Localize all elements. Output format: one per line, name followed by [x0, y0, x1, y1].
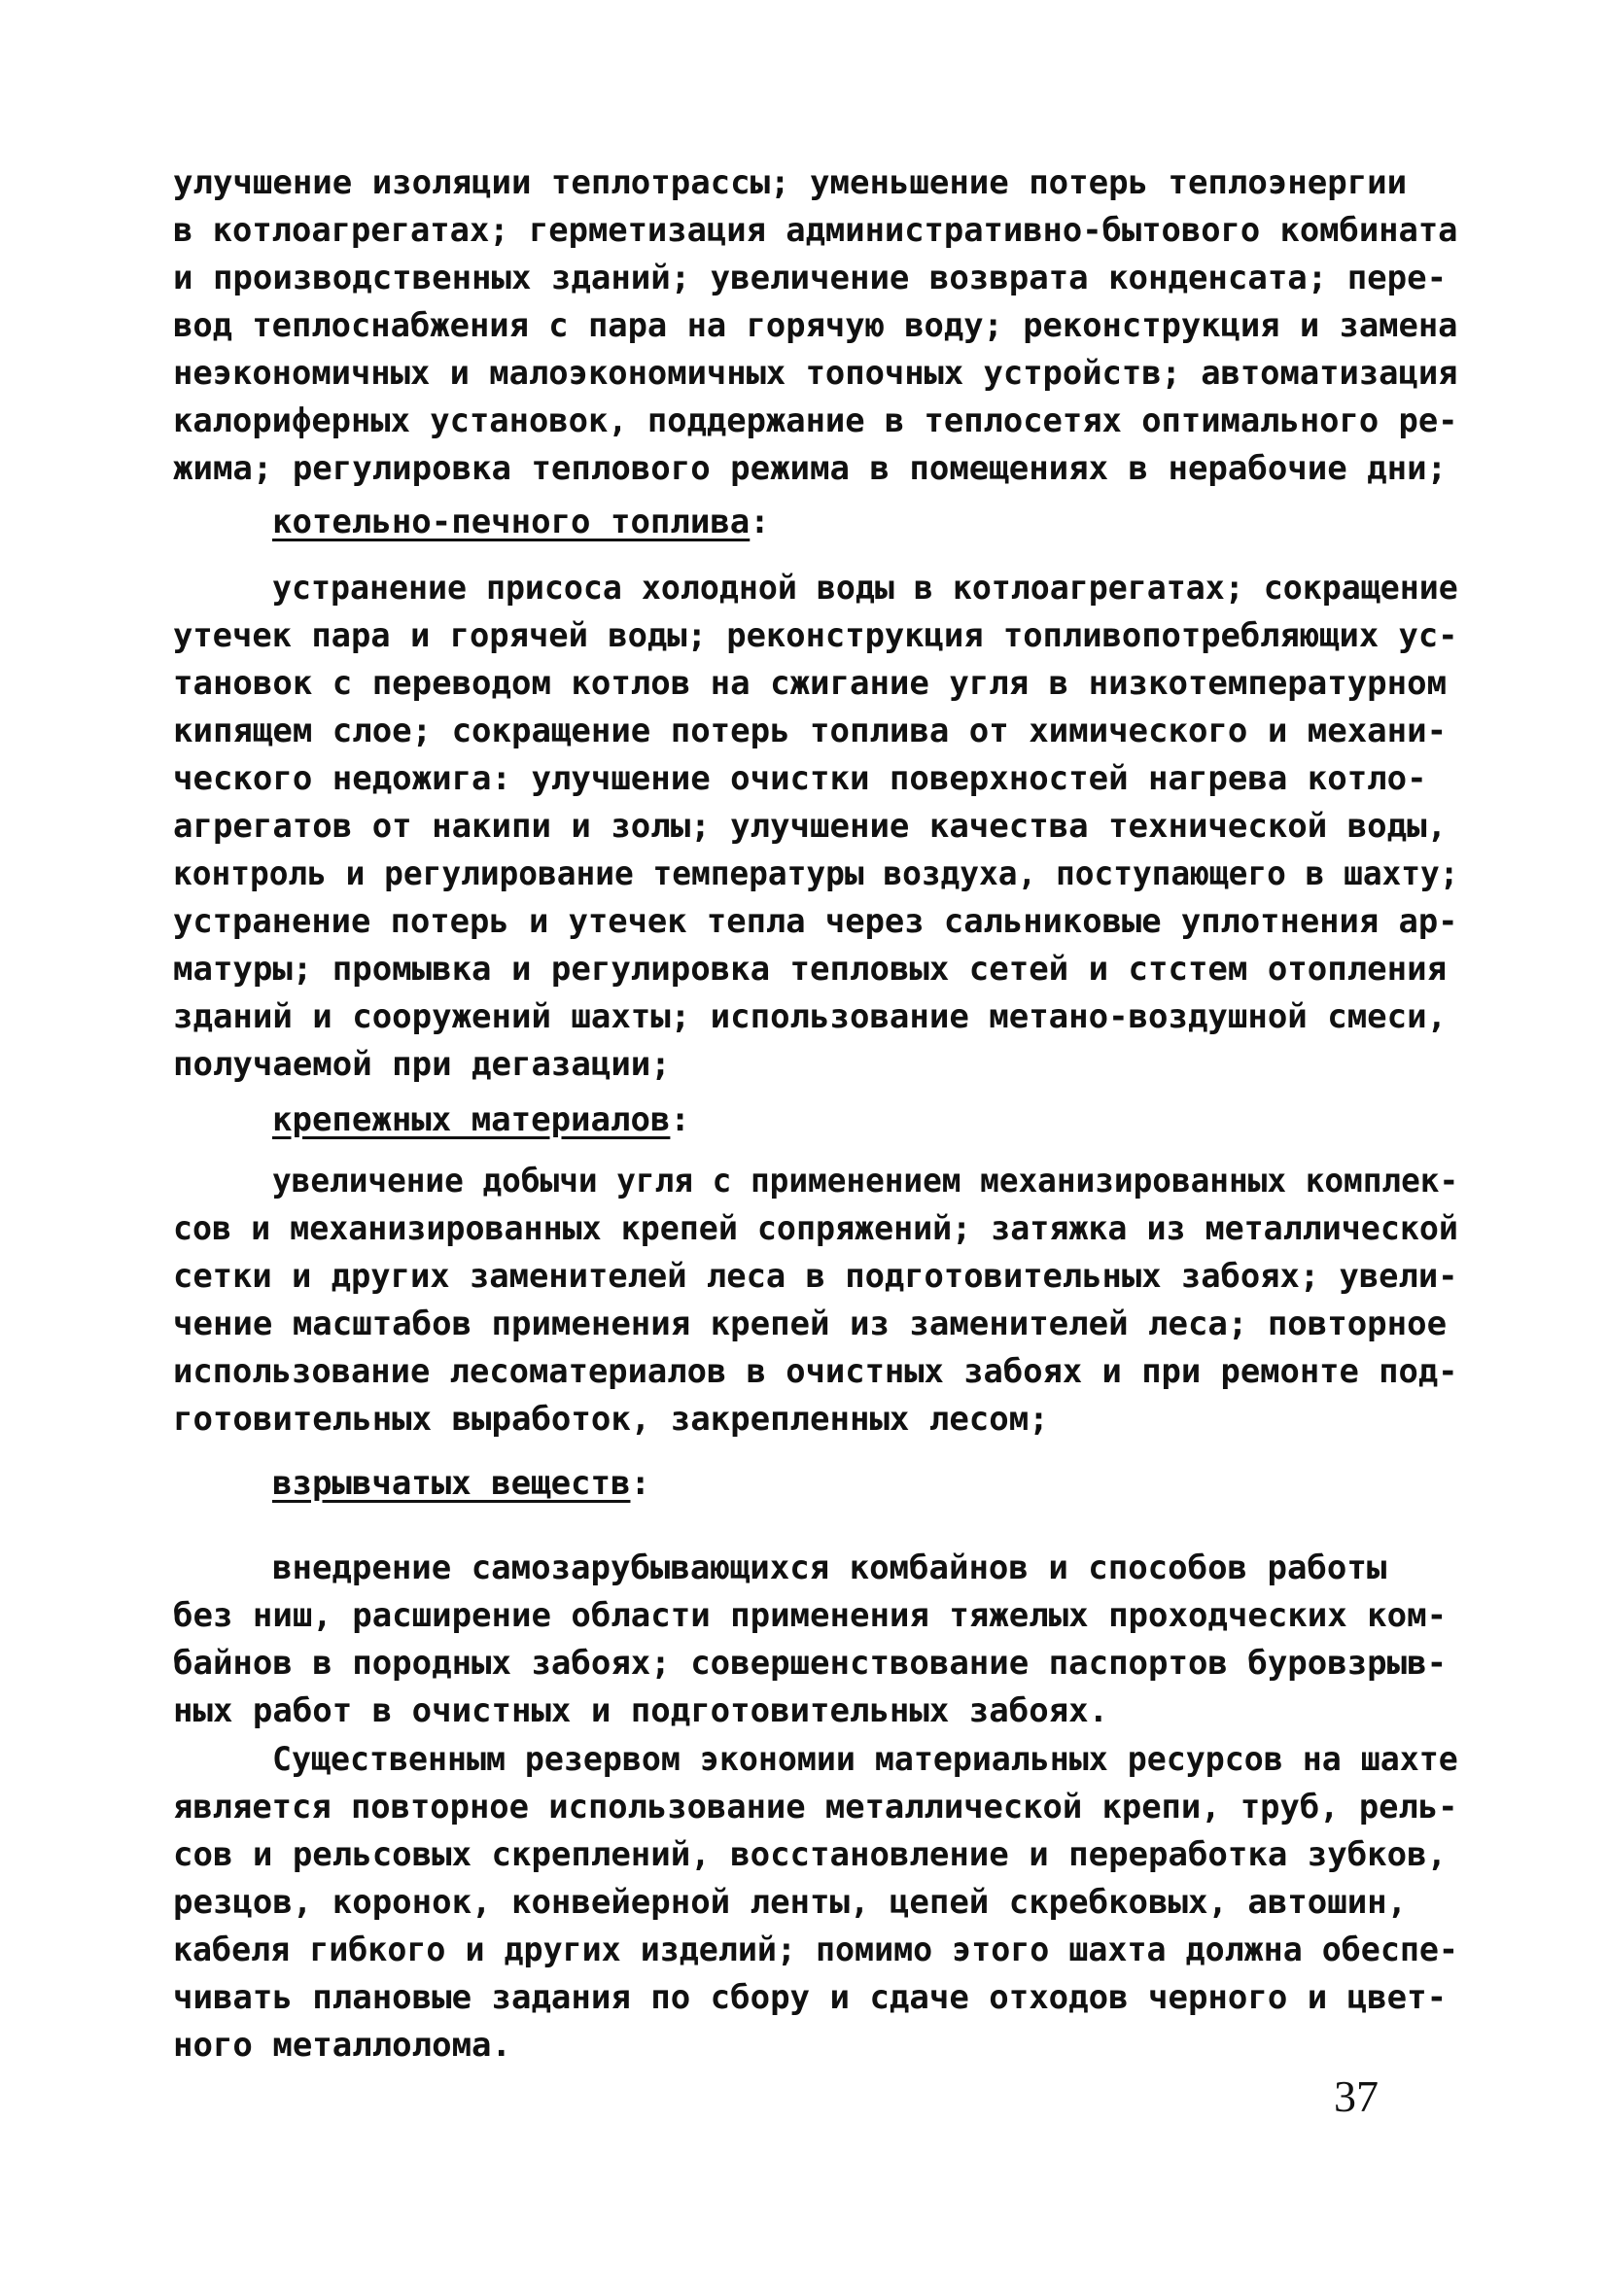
section-heading-fasteners: [272, 1100, 690, 1139]
text-line: увеличение добычи угля с применением механизированных комплек-: [272, 1162, 1459, 1200]
text-line: устранение присоса холодной воды в котлоагрегатах; сокращение: [272, 569, 1458, 608]
heading-colon: :: [750, 503, 770, 541]
text-line: агрегатов от накипи и золы; улучшение качества технической воды,: [173, 807, 1448, 846]
section-heading-explosives: [272, 1464, 650, 1503]
text-line: сов и механизированных крепей сопряжений; затяжка из металлической: [173, 1209, 1458, 1248]
heading-text: взрывчатых веществ: [272, 1464, 631, 1503]
heading-text: котельно-печного топлива: [272, 503, 751, 541]
text-line: контроль и регулирование температуры воздуха, поступающего в шахту;: [173, 854, 1459, 893]
text-line: улучшение изоляции теплотрассы; уменьшение потерь теплоэнергии: [173, 163, 1408, 202]
text-line: матуры; промывка и регулировка тепловых сетей и стстем отопления: [173, 950, 1448, 989]
text-line: вод теплоснабжения с пара на горячую воду; реконструкция и замена: [173, 306, 1458, 345]
text-line: без ниш, расширение области применения тяжелых проходческих ком-: [173, 1596, 1448, 1635]
text-line: использование лесоматериалов в очистных забоях и при ремонте под-: [173, 1352, 1458, 1391]
heading-colon: :: [670, 1100, 690, 1139]
text-line: жима; регулировка теплового режима в помещениях в нерабочие дни;: [173, 449, 1448, 488]
text-line: сетки и других заменителей леса в подготовительных забоях; увели-: [173, 1257, 1458, 1296]
section-heading-fuel: [272, 503, 770, 541]
text-line: чение масштабов применения крепей из заменителей леса; повторное: [173, 1305, 1448, 1343]
text-line: ного металлолома.: [173, 2026, 511, 2065]
page-number: 37: [1334, 2071, 1379, 2121]
heading-colon: :: [630, 1464, 650, 1503]
text-line: ческого недожига: улучшение очистки поверхностей нагрева котло-: [173, 759, 1427, 798]
heading-text: крепежных материалов: [272, 1100, 671, 1139]
text-line: является повторное использование металлической крепи, труб, рель-: [173, 1788, 1458, 1826]
text-line: чивать плановые задания по сбору и сдаче отходов черного и цвет-: [173, 1978, 1448, 2017]
text-line: готовительных выработок, закрепленных лесом;: [173, 1400, 1049, 1439]
text-line: получаемой при дегазации;: [173, 1045, 671, 1084]
text-line: внедрение самозарубывающихся комбайнов и способов работы: [272, 1548, 1387, 1587]
text-line: зданий и сооружений шахты; использование метано-воздушной смеси,: [173, 997, 1448, 1036]
text-line: кипящем слое; сокращение потерь топлива от химического и механи-: [173, 712, 1448, 750]
text-line: резцов, коронок, конвейерной ленты, цепей скребковых, автошин,: [173, 1883, 1408, 1922]
text-line: сов и рельсовых скреплений, восстановление и переработка зубков,: [173, 1835, 1448, 1874]
text-line: утечек пара и горячей воды; реконструкция топливопотребляющих ус-: [173, 616, 1458, 655]
text-line: в котлоагрегатах; герметизация административно-бытового комбината: [173, 211, 1458, 250]
text-line: байнов в породных забоях; совершенствование паспортов буровзрыв-: [173, 1644, 1448, 1683]
text-line: неэкономичных и малоэкономичных топочных устройств; автоматизация: [173, 354, 1458, 393]
text-line: Существенным резервом экономии материальных ресурсов на шахте: [272, 1740, 1458, 1779]
text-line: кабеля гибкого и других изделий; помимо этого шахта должна обеспе-: [173, 1931, 1458, 1969]
text-line: и производственных зданий; увеличение возврата конденсата; пере-: [173, 259, 1448, 297]
text-line: устранение потерь и утечек тепла через сальниковые уплотнения ар-: [173, 902, 1458, 941]
text-line: тановок с переводом котлов на сжигание угля в низкотемпературном: [173, 664, 1448, 703]
text-line: калориферных установок, поддержание в теплосетях оптимального ре-: [173, 401, 1458, 440]
text-line: ных работ в очистных и подготовительных забоях.: [173, 1691, 1109, 1730]
